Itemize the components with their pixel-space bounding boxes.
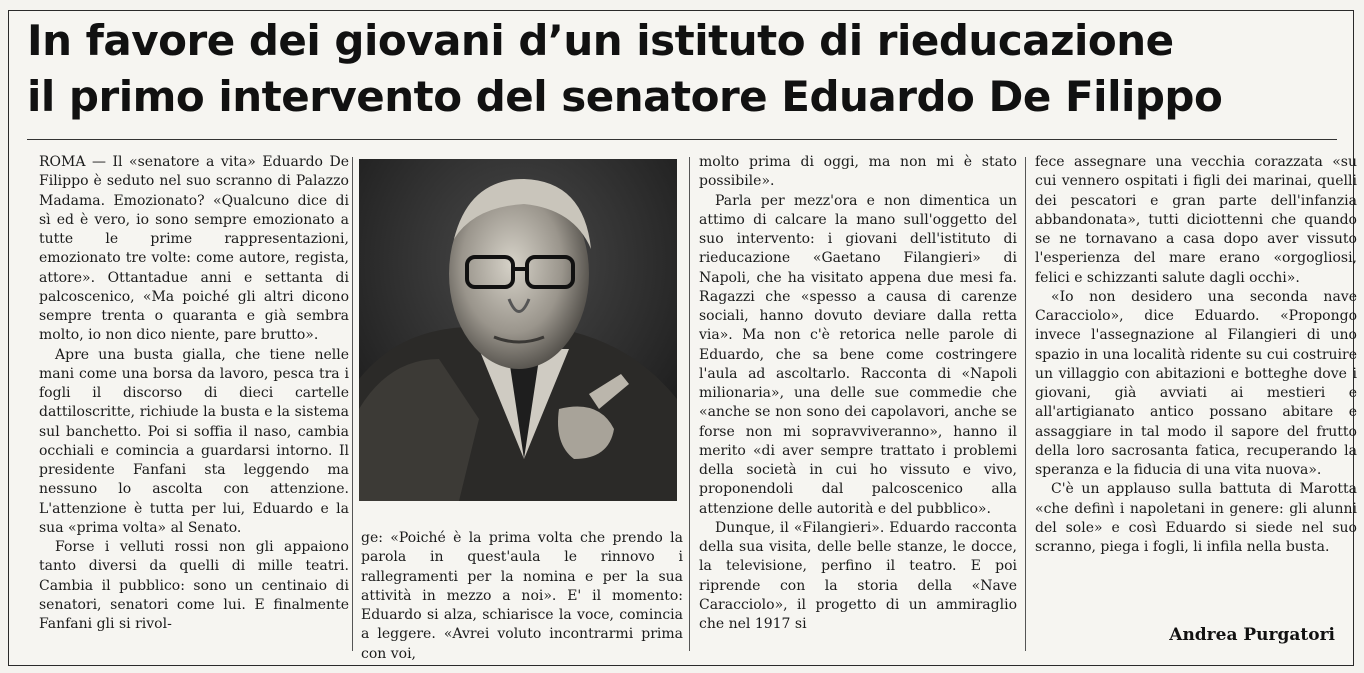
article-column-4: [1035, 153, 1357, 557]
headline: [27, 13, 1337, 125]
column-divider: [689, 157, 690, 651]
column-divider: [352, 157, 353, 651]
paragraph: «Io non desidero una seconda nave Caracciolo», dice Eduardo. «Propongo invece l'assegnazione al Filangieri di uno spazio in una località ridente su cui costruire un villaggio con abitazioni e botteghe dove i giovani, già avviati ai mestieri e all'artigianato antico possano abitare e assaggiare in tal modo il sapore del frutto della loro sacrosanta fatica, recuperando la speranza e la fiducia di una vita nuova».: [1035, 288, 1357, 478]
byline: Andrea Purgatori: [1169, 625, 1335, 645]
headline-rule: [27, 139, 1337, 140]
paragraph: ge: «Poiché è la prima volta che prendo la parola in quest'aula le rinnovo i rallegramenti per la nomina e per la sua attività in mezzo a noi». E' il momento: Eduardo si alza, schiarisce la voce, comincia a leggere. «Avrei voluto incontrarmi prima con voi,: [361, 530, 683, 662]
paragraph: fece assegnare una vecchia corazzata «su cui vennero ospitati i figli dei marinai, quelli dei pescatori e gran parte dell'infanzia abbandonata», tutti diciottenni che quando se ne tornavano a casa dopo aver vissuto l'esperienza del mare erano «orgogliosi, felici e schizzanti salute dagli occhi».: [1035, 154, 1357, 286]
paragraph: Forse i velluti rossi non gli appaiono tanto diversi da quelli di mille teatri. Cambia il pubblico: sono un centinaio di senatori, senatori come lui. E finalmente Fanfani gli si rivol-: [39, 539, 349, 632]
headline-line-2: il primo intervento del senatore Eduardo De Filippo: [27, 72, 1223, 121]
column-divider: [1025, 157, 1026, 651]
paragraph: C'è un applauso sulla battuta di Marotta «che definì i napoletani in genere: gli alunni del sole» e così Eduardo si siede nel suo scranno, piega i fogli, li infila nella busta.: [1035, 481, 1357, 555]
headline-line-1: In favore dei giovani d’un istituto di rieducazione: [27, 16, 1174, 65]
paragraph: Apre una busta gialla, che tiene nelle mani come una borsa da lavoro, pesca tra i fogli il discorso di dieci cartelle dattiloscritte, richiude la busta e la sistema sul banchetto. Poi si soffia il naso, cambia occhiali e comincia a guardarsi intorno. Il presidente Fanfani sta leggendo ma nessuno lo ascolta con attenzione. L'attenzione è tutta per lui, Eduardo e la sua «prima volta» al Senato.: [39, 346, 349, 536]
paragraph: Dunque, il «Filangieri». Eduardo racconta della sua visita, delle belle stanze, le docce, la televisione, perfino il teatro. E poi riprende con la storia della «Nave Caracciolo», il progetto di un ammiraglio che nel 1917 si: [699, 519, 1017, 632]
article-column-1: [39, 153, 349, 634]
portrait-photo: [359, 159, 677, 501]
paragraph: ROMA — Il «senatore a vita» Eduardo De Filippo è seduto nel suo scranno di Palazzo Madama. Emozionato? «Qualcuno dice di sì ed è vero, io sono sempre emozionato a tutte le prime rappresentazioni, emozionato tre volte: come autore, regista, attore». Ottantadue anni e settanta di palcoscenico, «Ma poiché gli altri dicono sempre trenta o quaranta e già sembra molto, io non dico niente, pare brutto».: [39, 154, 349, 344]
paragraph: molto prima di oggi, ma non mi è stato possibile».: [699, 154, 1017, 190]
newspaper-clipping: [8, 10, 1357, 666]
article-column-2: [361, 529, 683, 664]
paragraph: Parla per mezz'ora e non dimentica un attimo di calcare la mano sull'oggetto del suo intervento: i giovani dell'istituto di rieducazione «Gaetano Filangieri» di Napoli, che ha visitato appena due mesi fa. Ragazzi che «spesso a causa di carenze sociali, hanno dovuto deviare dalla retta via». Ma non c'è retorica nelle parole di Eduardo, che sa bene come costringere l'aula ad ascoltarlo. Racconta di «Napoli milionaria», una delle sue commedie che «anche se non sono dei capolavori, anche se forse non mi sopravviveranno», hanno il merito «di aver sempre trattato i problemi della società in cui ho vissuto e vivo, proponendoli dal palcoscenico alla attenzione delle autorità e del pubblico».: [699, 192, 1017, 517]
article-column-3: [699, 153, 1017, 634]
